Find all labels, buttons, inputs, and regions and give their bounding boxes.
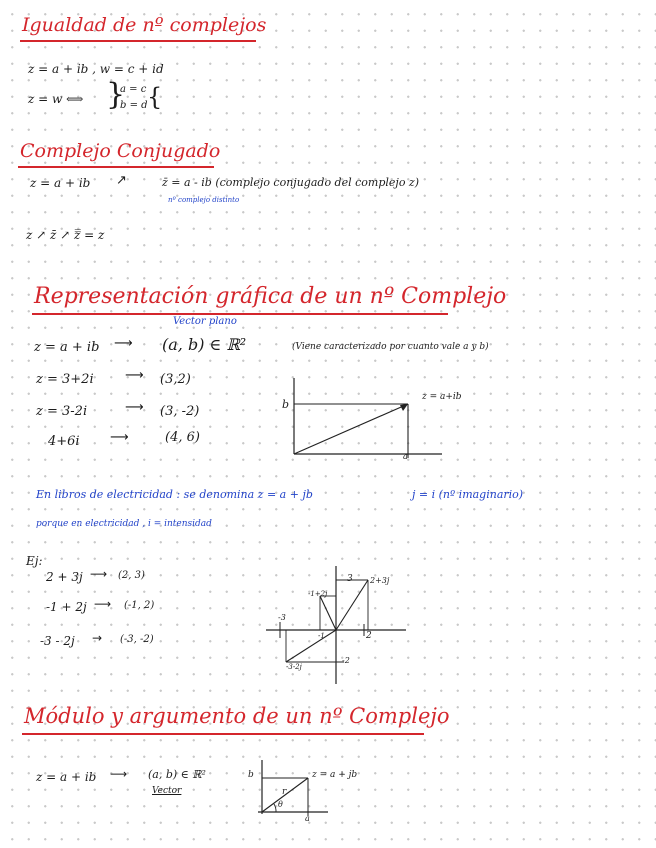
- title-underline: [22, 733, 424, 735]
- equation-line: z̄ = a - ib (complejo conjugado del complejo z): [162, 176, 420, 189]
- vector-plano-label: Vector plano: [173, 316, 237, 327]
- condition-a-c: a = c: [120, 84, 147, 95]
- arrow-icon: ⟶: [125, 368, 144, 383]
- equation-line: 4+6i: [48, 434, 80, 449]
- blue-text-line: En libros de electricidad : se denomina z = a + jb: [36, 488, 313, 501]
- equation-line: (2, 3): [118, 570, 145, 581]
- equation-note: (Viene caracterizado por cuanto vale a y b): [292, 342, 489, 352]
- axis-label-b: b: [282, 398, 290, 411]
- title-underline: [18, 166, 214, 168]
- title-underline: [20, 40, 256, 42]
- point-label: z = a + jb: [312, 770, 358, 780]
- arrow-icon: ⟶: [110, 430, 129, 445]
- tick-label: 3: [347, 574, 353, 584]
- tick-label: -2: [342, 656, 350, 665]
- arrow-icon: ⟶: [125, 400, 144, 415]
- arrow-icon: ⟶: [90, 567, 108, 581]
- brace-icon: {: [147, 83, 163, 111]
- point-label-z: z = a+ib: [422, 392, 462, 402]
- equation-line: z = w ⟺: [28, 92, 84, 106]
- condition-b-d: b = d: [120, 100, 148, 111]
- vector-diagram: [282, 378, 442, 460]
- section-title-conjugado: Complejo Conjugado: [20, 140, 221, 162]
- blue-text-line: j = i (nº imaginario): [412, 488, 524, 501]
- axis-label-b: b: [248, 770, 254, 780]
- arrow-icon: ⟶: [110, 767, 128, 781]
- arrow-icon: →: [92, 631, 103, 645]
- arrow-icon: ⟶: [94, 597, 112, 611]
- section-title-igualdad: Igualdad de nº complejos: [22, 14, 267, 36]
- tick-label: 2: [366, 631, 372, 641]
- arrow-icon: ↗: [116, 173, 127, 188]
- axis-label-a: a: [403, 452, 408, 461]
- equation-line: z = a + ib: [30, 176, 91, 190]
- brace-icon: }: [106, 77, 126, 112]
- equation-line: (a, b) ∈ ℝ²: [148, 768, 206, 781]
- point-label: -3-2j: [286, 663, 302, 671]
- equation-line: z = a + ib: [34, 340, 100, 355]
- title-underline: [32, 313, 448, 315]
- equation-line: z ↗ z̄ ↗ z̿ = z: [26, 228, 105, 242]
- equation-line: (4, 6): [165, 430, 200, 445]
- radius-label: r: [282, 787, 287, 797]
- tick-label: -1: [318, 632, 325, 640]
- axis-label-a: a: [305, 814, 310, 823]
- equation-line: (a, b) ∈ ℝ²: [162, 335, 247, 354]
- blue-note: nº complejo distinto: [168, 196, 240, 204]
- equation-line: z = 3+2i: [36, 372, 94, 387]
- tick-label: -3: [278, 613, 286, 622]
- equation-line: -3 - 2j: [40, 634, 75, 648]
- equation-line: (-3, -2): [120, 634, 154, 645]
- equation-line: (-1, 2): [124, 600, 155, 611]
- arrow-icon: ⟶: [114, 336, 133, 351]
- section-title-representacion: Representación gráfica de un nº Complejo: [34, 284, 507, 309]
- theta-label: θ: [278, 800, 283, 809]
- ej-label: Ej:: [26, 554, 43, 568]
- equation-line: 2 + 3j: [46, 570, 83, 584]
- equation-line: z = 3-2i: [36, 404, 88, 419]
- equation-line: -1 + 2j: [46, 600, 87, 614]
- equation-line: (3,2): [160, 372, 191, 387]
- vector-label: Vector: [152, 786, 182, 796]
- blue-text-line: porque en electricidad , i = intensidad: [36, 519, 212, 529]
- equation-line: z = a + ib , w = c + id: [28, 62, 164, 76]
- equation-line: z = a + ib: [36, 770, 97, 784]
- point-label: 2+3j: [370, 576, 390, 585]
- equation-line: (3, -2): [160, 404, 200, 419]
- section-title-modulo: Módulo y argumento de un nº Complejo: [24, 704, 450, 728]
- point-label: -1+2j: [308, 590, 328, 598]
- modulus-argument-diagram: [258, 760, 328, 818]
